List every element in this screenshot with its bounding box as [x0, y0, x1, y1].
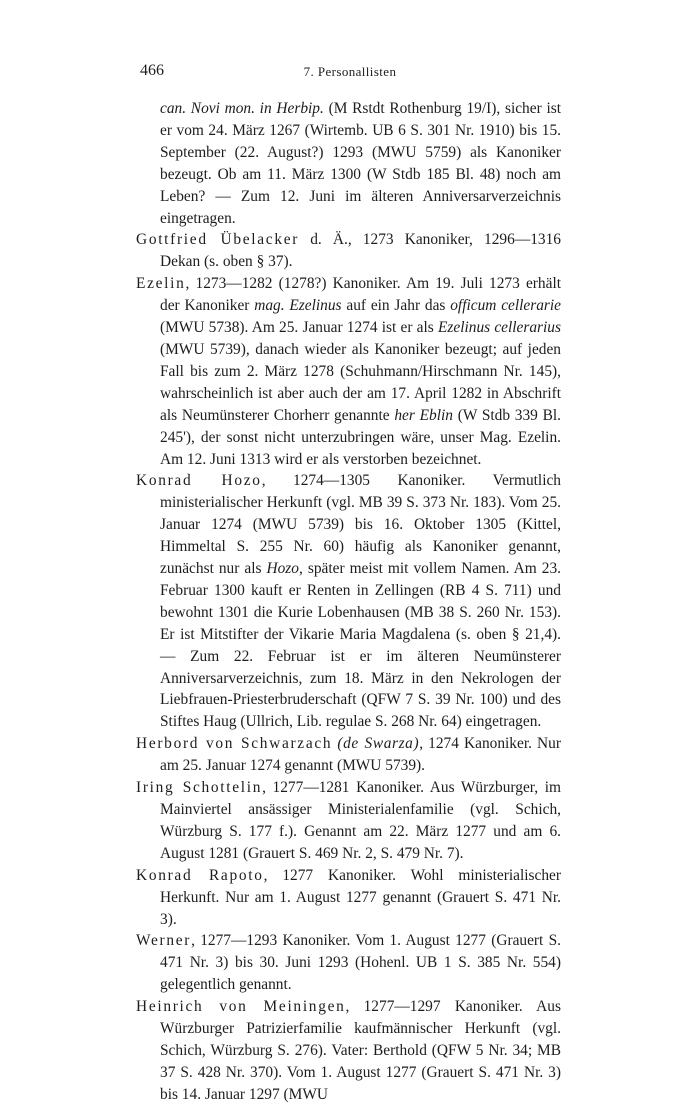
entry-text: , 1274—1305 Kanoniker. Vermutlich ministerialischer Herkunft (vgl. MB 39 S. 373 Nr. 183). Vom 25. Januar 1274 (MWU 5739) bis 16. Oktober 1305 (Kittel, Himmeltal S. 255 Nr. 60) häufig als Kanoniker genannt, zunächst nur als — [160, 472, 561, 578]
entry-text: d. Ä., 1273 Kanoniker, 1296—1316 Dekan (s. oben § 37). — [160, 231, 561, 271]
person-name: Werner — [136, 932, 192, 950]
entry-text: , 1274 Kanoniker. Nur am 25. Januar 1274 genannt (MWU 5739). — [160, 735, 561, 775]
personnel-list-body — [136, 98, 561, 1106]
person-entry — [136, 229, 561, 273]
italic-citation: mag. Ezelinus — [254, 297, 342, 315]
person-entry — [136, 273, 561, 470]
person-name: Konrad Rapoto — [136, 866, 264, 884]
italic-citation: her Eblin — [394, 406, 453, 424]
person-entry — [136, 865, 561, 931]
entry-text: (MWU 5739), danach wieder als Kanoniker bezeugt; auf jeden Fall bis zum 2. März 1278 (Schuhmann/Hirschmann Nr. 145), wahrscheinlich ist aber auch der am 17. April 1282 in Abschrift als Neumünsterer Chorherr genannte — [160, 340, 561, 424]
running-head: 7. Personallisten — [303, 64, 397, 79]
entry-text: , 1277—1293 Kanoniker. Vom 1. August 1277 (Grauert S. 471 Nr. 3) bis 30. Juni 1293 (Hohenl. UB 1 S. 385 Nr. 554) gelegentlich genannt. — [160, 932, 561, 994]
person-name: Iring Schottelin — [136, 779, 263, 797]
person-name: Gottfried Übelacker — [136, 231, 300, 249]
entry-text: , später meist mit vollem Namen. Am 23. Februar 1300 kauft er Renten in Zellingen (RB 4 S. 711) und bewohnt 1301 die Kurie Lobenhausen (MB 38 S. 260 Nr. 153). Er ist Mitstifter der Vikarie Maria Magdalena (s. oben § 21,4). — Zum 22. Februar ist er im älteren Neumünsterer Anniversarverzeichnis, zum 18. März in den Nekrologen der Liebfrauen-Priesterbruderschaft (QFW 7 S. 39 Nr. 100) und des Stiftes Haug (Ullrich, Lib. regulae S. 268 Nr. 64) eingetragen. — [160, 560, 561, 731]
person-name: Konrad Hozo — [136, 472, 262, 490]
entry-text: , 1277—1297 Kanoniker. Aus Würzburger Patrizierfamilie kaufmännischer Herkunft (vgl. Schich, Würzburg S. 276). Vater: Berthold (QFW 5 Nr. 34; MB 37 S. 428 Nr. 370). Vom 1. August 1277 (Grauert S. 471 Nr. 3) bis 14. Januar 1297 (MWU — [160, 998, 561, 1103]
entry-text: , 1277—1281 Kanoniker. Aus Würzburger, im Mainviertel ansässiger Ministerialenfamilie (vgl. Schich, Würzburg S. 177 f.). Genannt am 22. März 1277 und am 6. August 1281 (Grauert S. 469 Nr. 2, S. 479 Nr. 7). — [160, 779, 561, 862]
entry-text: (MWU 5738). Am 25. Januar 1274 ist er als — [160, 319, 438, 337]
entry-text: auf ein Jahr das — [341, 297, 451, 315]
italic-citation: Hozo — [266, 560, 299, 578]
entry-text: (W Stdb 339 Bl. 245'), der sonst nicht unterzubringen wäre, unser Mag. Ezelin. Am 12. Juni 1313 wird er als verstorben bezeichnet. — [160, 406, 562, 468]
page-number: 466 — [140, 62, 164, 79]
entry-continuation — [136, 98, 561, 229]
person-entry — [136, 777, 561, 865]
entry-text: , 1277 Kanoniker. Wohl ministerialischer Herkunft. Nur am 1. August 1277 genannt (Grauert S. 471 Nr. 3). — [160, 866, 561, 928]
entry-text: , 1273—1282 (1278?) Kanoniker. Am 19. Juli 1273 erhält der Kanoniker — [160, 275, 561, 315]
person-name: Herbord von Schwarzach — [136, 735, 333, 753]
italic-citation: Ezelinus cellerarius — [437, 319, 561, 337]
person-entry — [136, 470, 561, 733]
entry-text: (M Rstdt Rothenburg 19/I), sicher ist er vom 24. März 1267 (Wirtemb. UB 6 S. 301 Nr. 1910) bis 15. September (22. August?) 1293 (MWU 5759) als Kanoniker bezeugt. Ob am 11. März 1300 (W Stdb 185 Bl. 48) noch am Leben? — Zum 12. Juni im älteren Anniversarverzeichnis eingetragen. — [160, 100, 561, 227]
italic-citation: officum cellerarie — [450, 297, 562, 315]
person-entry — [136, 733, 561, 777]
page-header — [140, 62, 560, 82]
person-entry — [136, 996, 561, 1106]
person-name-variant: (de Swarza) — [337, 735, 420, 753]
person-name: Ezelin — [136, 275, 186, 293]
person-name: Heinrich von Meiningen — [136, 998, 346, 1016]
person-entry — [136, 930, 561, 996]
italic-citation: can. Novi mon. in Herbip. — [160, 100, 324, 117]
